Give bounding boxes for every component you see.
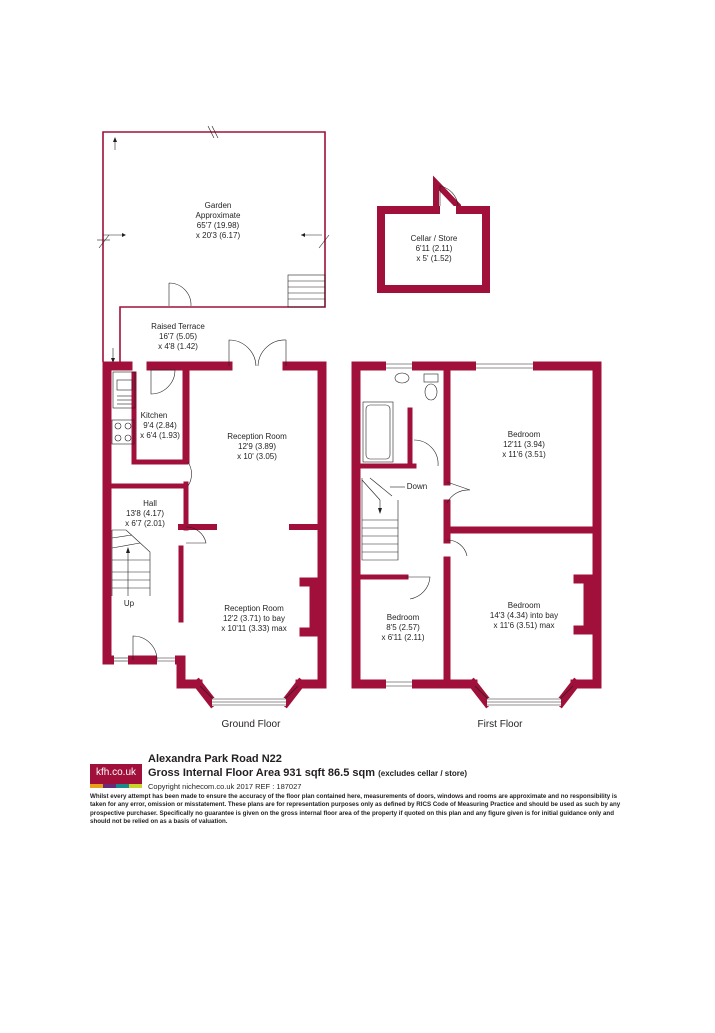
stairs-down-label: Down — [406, 482, 428, 491]
bedroom1-dim-1: 12'11 (3.94) — [503, 440, 545, 449]
cellar-dim-2: x 5' (1.52) — [416, 254, 452, 263]
bedroom3-dim-2: x 6'11 (2.11) — [381, 633, 425, 642]
disclaimer-text: Whilst every attempt has been made to ensure the accuracy of the floor plan contained here, measurements of doors, windows and rooms are approximate and no responsibility is taken for any error, omission or misstatement. These plans are for representation purposes only as defined by RICS Code of Measuring Practice and should be used as such by any prospective purchaser. Specifically no guarantee is given on the gross internal floor area of the property if quoted on this plan and any figure given is for initial guidance only and should not be relied on as a basis of valuation. — [90, 793, 621, 826]
copyright-text: Copyright nichecom.co.uk 2017 REF : 187027 — [148, 782, 302, 791]
garden-area — [97, 126, 329, 363]
reception2-dim-1: 12'2 (3.71) to bay — [222, 614, 286, 623]
area-note: (excludes cellar / store) — [378, 769, 468, 778]
kitchen-dim-1: 9'4 (2.84) — [143, 421, 177, 430]
bedroom2-label: Bedroom — [507, 601, 541, 610]
terrace-dim-1: 16'7 (5.05) — [159, 332, 197, 341]
ground-floor-walls — [107, 366, 322, 702]
cellar-dim-1: 6'11 (2.11) — [415, 244, 453, 253]
reception2-dim-2: x 10'11 (3.33) max — [221, 624, 287, 633]
hall-label: Hall — [143, 499, 157, 508]
hall-dim-2: x 6'7 (2.01) — [125, 519, 165, 528]
garden-label-2: Approximate — [195, 211, 241, 220]
garden-dim-2: x 20'3 (6.17) — [195, 231, 241, 240]
cellar-label: Cellar / Store — [410, 234, 458, 243]
bedroom1-label: Bedroom — [507, 430, 541, 439]
bedroom2-dim-2: x 11'6 (3.51) max — [493, 621, 555, 630]
terrace-dim-2: x 4'8 (1.42) — [158, 342, 198, 351]
bedroom2-dim-1: 14'3 (4.34) into bay — [489, 611, 559, 620]
garden-label-1: Garden — [204, 201, 232, 210]
reception1-dim-2: x 10' (3.05) — [237, 452, 277, 461]
plan-footer — [90, 752, 630, 827]
stairs-up-label: Up — [123, 599, 135, 608]
bathroom-fixtures — [363, 373, 438, 462]
ground-floor-label: Ground Floor — [221, 719, 281, 730]
first-floor-walls — [356, 366, 597, 702]
logo-stripes — [90, 784, 142, 788]
kitchen-label: Kitchen — [140, 411, 168, 420]
ground-stairs — [112, 530, 150, 596]
terrace-label: Raised Terrace — [151, 322, 205, 331]
reception1-dim-1: 12'9 (3.89) — [238, 442, 276, 451]
garden-steps — [288, 275, 325, 307]
reception2-label: Reception Room — [224, 604, 284, 613]
kfh-logo: kfh.co.uk — [90, 764, 142, 784]
bedroom3-label: Bedroom — [386, 613, 420, 622]
hall-dim-1: 13'8 (4.17) — [126, 509, 164, 518]
bedroom1-dim-2: x 11'6 (3.51) — [502, 450, 546, 459]
bedroom3-dim-1: 8'5 (2.57) — [386, 623, 420, 632]
reception1-label: Reception Room — [227, 432, 287, 441]
area-line — [148, 766, 630, 781]
kitchen-dim-2: x 6'4 (1.93) — [140, 431, 180, 440]
first-floor-label: First Floor — [477, 719, 523, 730]
first-stairs — [362, 478, 405, 560]
area-text: Gross Internal Floor Area 931 sqft 86.5 sqm — [148, 767, 376, 779]
garden-dim-1: 65'7 (19.98) — [196, 221, 240, 230]
address-title: Alexandra Park Road N22 — [148, 753, 282, 765]
